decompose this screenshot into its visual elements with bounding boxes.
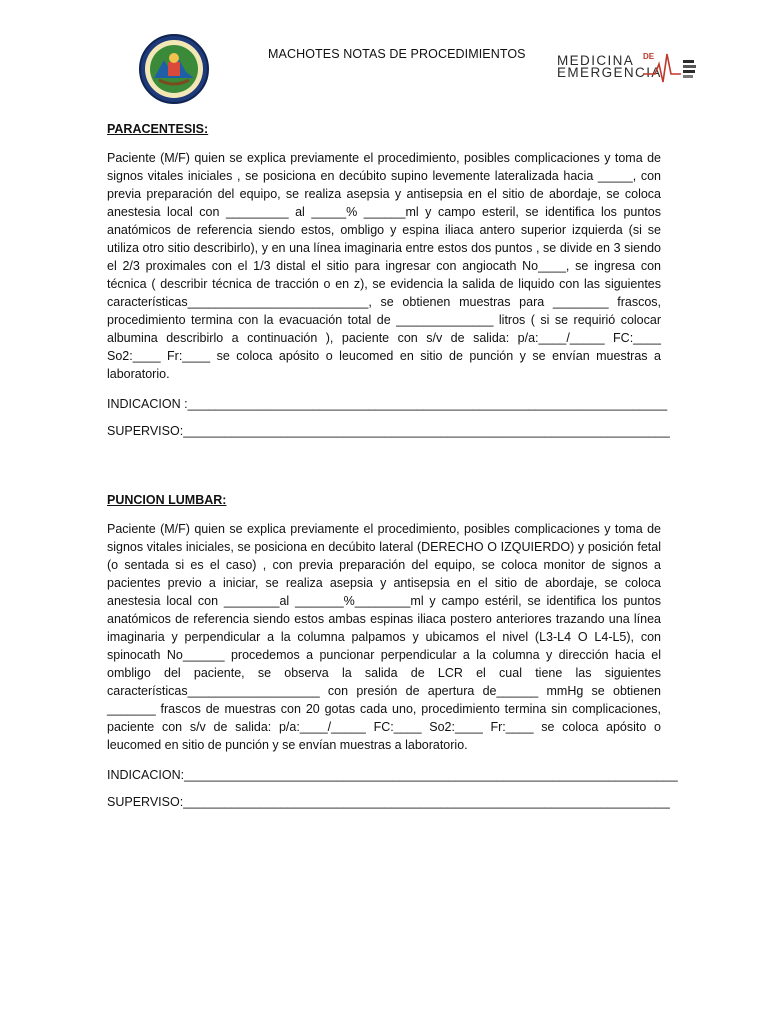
page-header — [0, 0, 768, 110]
puncion-body: Paciente (M/F) quien se explica previamente el procedimiento, posibles complicaciones y toma de signos vitales iniciales, se posiciona en decúbito lateral (DERECHO O IZQUIERDO) y posición fetal (o sentada si es el caso) , con previa preparación del equipo, se coloca monitor de signos a pacientes previo a iniciar, se realiza asepsia y antisepsia en el sitio de abordaje, se coloca anestesia local con ________al _______%________ml y campo estéril, se identifica los puntos anatómicos de referencia siendo estos ambas espinas iliaca postero anteriores trazando una línea imaginaria y perpendicular a la columna palpamos y ubicamos el nivel (L3-L4 O L4-L5), con spinocath No______ procedemos a puncionar perpendicular a la columna y dirección hacia el ombligo del paciente, se observa la salida de LCR el cual tiene las siguientes características___________________ con presión de apertura de______ mmHg se obtienen _______ frascos de muestras con 20 gotas cada uno, procedimiento termina sin complicaciones, paciente con s/v de salida: p/a:____/_____ FC:____ So2:____ Fr:____ se coloca apósito o leucomed en sitio de punción y se envían muestras a laboratorio. — [107, 522, 661, 752]
superviso-label: SUPERVISO: — [107, 424, 184, 438]
brand-logo — [557, 46, 697, 86]
superviso-line[interactable]: ______________________________________________________________________ — [183, 795, 670, 809]
puncion-lumbar-section — [107, 493, 678, 809]
section-heading: PUNCION LUMBAR: — [107, 493, 227, 507]
superviso-field — [107, 795, 670, 809]
superviso-line[interactable]: ______________________________________________________________________ — [183, 424, 670, 438]
brand-line2: EMERGENCIA — [557, 65, 662, 80]
indicacion-line[interactable]: _____________________________________________________________________ — [187, 397, 668, 411]
indicacion-label: INDICACION: — [107, 768, 185, 782]
brand-line1: MEDICINA — [557, 53, 635, 68]
heartbeat-ecg-icon — [643, 48, 697, 84]
superviso-field — [107, 424, 670, 438]
paracentesis-body: Paciente (M/F) quien se explica previamente el procedimiento, posibles complicaciones y toma de signos vitales iniciales , se posiciona en decúbito supino levemente lateralizada hacia _____, con previa preparación del equipo, se realiza asepsia y antisepsia en el sitio de abordaje, se coloca anestesia local con _________ al _____% ______ml y campo esteril, se identifica los puntos anatómicos de referencia siendo estos, ombligo y espina iliaca antero superior izquierda (si se utiliza otro sitio describirlo), y en una línea imaginaria entre estos dos puntos , se divide en 3 siendo el 2/3 proximales con el 1/3 distal el sitio para ingresar con angiocath No____, se ingresa con técnica ( describir técnica de tracción o en z), se evidencia la salida de liquido con las siguientes características__________________________, se obtienen muestras para ________ frascos, procedimiento termina con la evacuación total de ______________ litros ( si se requirió colocar albumina describirlo a continuación ), paciente con s/v de salida: p/a:____/_____ FC:____ So2:____ Fr:____ se coloca apósito o leucomed en sitio de punción y se envían muestras a laboratorio. — [107, 151, 661, 381]
indicacion-field — [107, 397, 668, 411]
paracentesis-section — [107, 122, 670, 438]
indicacion-field — [107, 768, 678, 782]
university-seal-icon — [139, 34, 209, 104]
superviso-label: SUPERVISO: — [107, 795, 184, 809]
section-heading: PARACENTESIS: — [107, 122, 209, 136]
indicacion-line[interactable]: _______________________________________________________________________ — [184, 768, 678, 782]
document-title: MACHOTES NOTAS DE PROCEDIMIENTOS — [268, 47, 526, 61]
svg-text:DE: DE — [643, 52, 655, 61]
indicacion-label: INDICACION : — [107, 397, 188, 411]
